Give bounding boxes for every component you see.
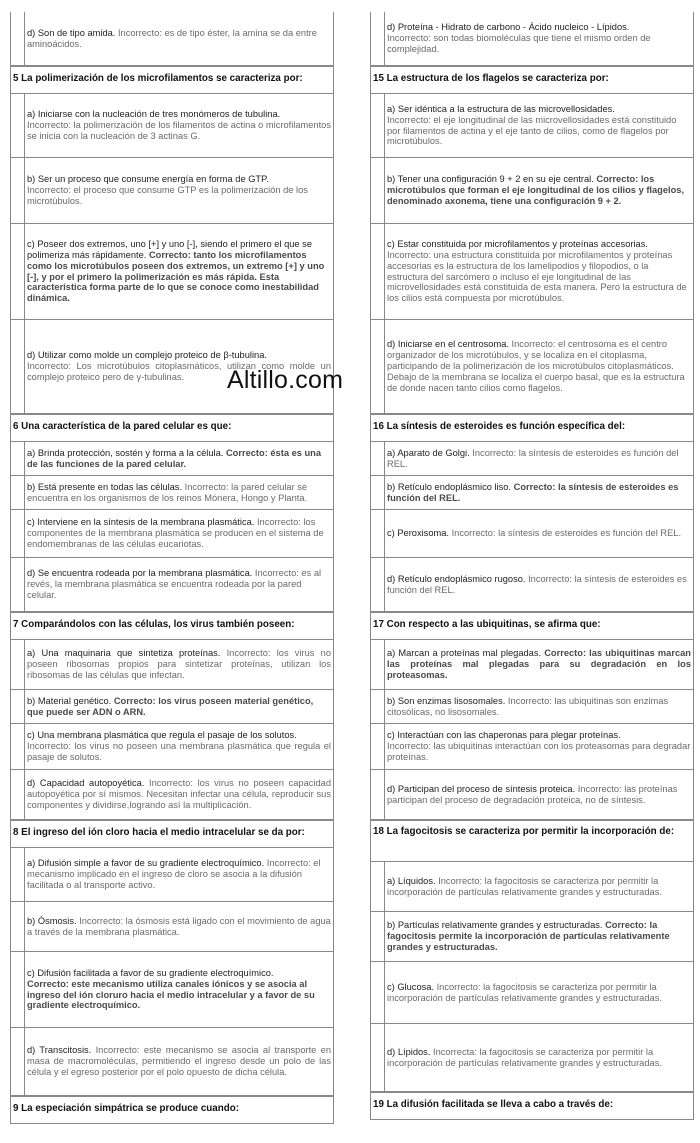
- option-text: d) Capacidad autopoyética.: [27, 778, 145, 789]
- option-text: a) Marcan a proteínas mal plegadas.: [387, 648, 542, 659]
- option-paragraph: [27, 239, 331, 305]
- option-text: b) Son enzimas lisosomales.: [387, 695, 506, 706]
- option-text: d) Proteína - Hidrato de carbono - Ácido nucleico - Lípidos.: [387, 22, 630, 33]
- option-gutter: [371, 1024, 385, 1091]
- option-body: [25, 476, 333, 509]
- option-text: b) Tener una configuración 9 + 2 en su eje central.: [387, 174, 594, 185]
- option-paragraph: [27, 517, 331, 550]
- option-text: d) Participan del proceso de síntesis proteica.: [387, 783, 576, 794]
- left-column: [10, 12, 334, 1124]
- option-paragraph: [387, 920, 691, 953]
- incorrect-explanation: Incorrecta: la fagocitosis se caracteriza por permitir la incorporación de partículas relativamente grandes y estructuradas.: [387, 1046, 662, 1068]
- incorrect-explanation: Incorrecto: el proceso que consume GTP es la polimerización de los microtúbulos.: [27, 185, 308, 206]
- option-body: [385, 510, 693, 557]
- option-text: d) Transcitosis.: [27, 1045, 92, 1056]
- question-heading: 18 La fagocitosis se caracteriza por permitir la incorporación de:: [371, 820, 693, 862]
- incorrect-explanation: Incorrecto: la síntesis de esteroides es función del REL.: [387, 447, 679, 469]
- option-paragraph: [27, 482, 331, 504]
- incorrect-explanation: Incorrecto: el mecanismo implicado en el ingreso de cloro se asocia a la difusión facilitada o al transporte activo.: [27, 858, 321, 890]
- answer-option: [371, 320, 693, 414]
- option-body: [385, 558, 693, 611]
- option-gutter: [11, 94, 25, 157]
- option-paragraph: [387, 784, 691, 806]
- option-gutter: [11, 320, 25, 413]
- option-text: a) Brinda protección, sostén y forma a la célula.: [27, 447, 224, 458]
- option-gutter: [11, 558, 25, 611]
- option-text: a) Ser idéntica a la estructura de las microvellosidades.: [387, 103, 615, 114]
- option-text: c) Estar constituida por microfilamentos y proteínas accesorias.: [387, 238, 648, 249]
- option-paragraph: [27, 968, 331, 1012]
- answer-option: [11, 770, 333, 820]
- answer-option: [371, 558, 693, 612]
- option-text: a) Iniciarse con la nucleación de tres monómeros de tubulina.: [27, 109, 281, 120]
- option-text: d) Retículo endoplásmico rugoso.: [387, 573, 526, 584]
- option-body: [385, 690, 693, 723]
- answer-option: [11, 952, 333, 1028]
- option-paragraph: [387, 448, 691, 470]
- option-paragraph: [27, 448, 331, 470]
- question-heading: 6 Una característica de la pared celular es que:: [11, 414, 333, 442]
- answer-option: [11, 558, 333, 612]
- option-text: c) Difusión facilitada a favor de su gradiente electroquímico.: [27, 967, 274, 978]
- answer-option: [11, 442, 333, 476]
- option-paragraph: [387, 174, 691, 207]
- question-heading: 9 La especiación simpátrica se produce cuando:: [11, 1096, 333, 1124]
- option-body: [25, 690, 333, 723]
- answer-option: [371, 690, 693, 724]
- incorrect-explanation: Incorrecto: el centrosoma es el centro organizador de los microtúbulos, y se localiza en el citoplasma, participando de la polimerización de los microtúbulos citoplasmáticos. Debajo de la membrana se localiza el cuerpo basal, que es la estructura de donde nacen tanto cilios como flagelos.: [387, 339, 685, 393]
- option-body: [385, 224, 693, 319]
- incorrect-explanation: Incorrecto: las ubiquitinas interactúan con los proteasomas para degradar proteínas.: [387, 741, 691, 762]
- answer-option: [371, 476, 693, 510]
- option-text: a) Una maquinaria que sintetiza proteínas.: [27, 648, 221, 659]
- option-gutter: [11, 952, 25, 1027]
- option-gutter: [11, 510, 25, 557]
- option-text: d) Son de tipo amida.: [27, 27, 116, 38]
- option-gutter: [371, 962, 385, 1023]
- option-paragraph: [387, 876, 691, 898]
- option-gutter: [11, 224, 25, 319]
- option-gutter: [11, 1028, 25, 1095]
- option-text: a) Difusión simple a favor de su gradiente electroquímico.: [27, 858, 265, 869]
- answer-option: [371, 1024, 693, 1092]
- option-gutter: [371, 12, 385, 65]
- answer-option: [11, 224, 333, 320]
- option-body: [25, 558, 333, 611]
- question-heading: 16 La síntesis de esteroides es función específica del:: [371, 414, 693, 442]
- option-text: b) Ósmosis.: [27, 915, 77, 926]
- option-gutter: [11, 12, 25, 65]
- option-paragraph: [27, 648, 331, 681]
- incorrect-explanation: Incorrecto: los virus no poseen una membrana plasmática que regula el pasaje de solutos.: [27, 741, 331, 762]
- option-paragraph: [387, 696, 691, 718]
- question-heading: 15 La estructura de los flagelos se caracteriza por:: [371, 66, 693, 94]
- option-gutter: [371, 158, 385, 223]
- option-text: d) Iniciarse en el centrosoma.: [387, 339, 509, 350]
- option-body: [25, 94, 333, 157]
- option-body: [385, 962, 693, 1023]
- answer-option: [371, 640, 693, 690]
- correct-explanation: Correcto: la síntesis de esteroides es función del REL.: [387, 481, 679, 503]
- answer-option: [11, 690, 333, 724]
- option-body: [385, 724, 693, 769]
- answer-option: [371, 94, 693, 158]
- option-text: c) Poseer dos extremos, uno [+] y uno [-], siendo el primero el que se polimeriza más rápidamente.: [27, 238, 312, 260]
- question-heading: 8 El ingreso del ión cloro hacia el medio intracelular se da por:: [11, 820, 333, 848]
- answer-option: [371, 442, 693, 476]
- incorrect-explanation: Incorrecto: es de tipo éster, la amina se da entre aminoácidos.: [27, 27, 317, 49]
- question-heading: 19 La difusión facilitada se lleva a cabo a través de:: [371, 1092, 693, 1120]
- answer-option: [371, 158, 693, 224]
- incorrect-explanation: Incorrecto: este mecanismo se asocia al transporte en masa de macromoléculas, permitiendo el ingreso desde un polo de las célula y el egreso posterior por el polo opuesto de dicha célula.: [27, 1045, 331, 1077]
- option-body: [25, 724, 333, 769]
- answer-option: [371, 770, 693, 820]
- option-text: b) Está presente en todas las células.: [27, 481, 183, 492]
- incorrect-explanation: Incorrecto: la síntesis de esteroides es función del REL.: [387, 573, 687, 595]
- option-text: d) Utilizar como molde un complejo proteico de β-tubulina.: [27, 350, 267, 361]
- option-body: [385, 912, 693, 961]
- incorrect-explanation: Incorrecto: las ubiquitinas son enzimas citosólicas, no lisosomales.: [387, 695, 669, 717]
- incorrect-explanation: Incorrecto: es al revés, la membrana plasmática se encuentra rodeada por la pared celular.: [27, 568, 322, 600]
- option-paragraph: [27, 696, 331, 718]
- option-body: [25, 510, 333, 557]
- option-text: a) Líquidos.: [387, 875, 436, 886]
- option-gutter: [371, 690, 385, 723]
- option-gutter: [371, 320, 385, 413]
- option-body: [25, 1028, 333, 1095]
- option-text: b) Retículo endoplásmico liso.: [387, 481, 512, 492]
- answer-option: [11, 848, 333, 902]
- correct-explanation: Correcto: los microtúbulos que forman el eje longitudinal de los cilios y flagelos, denominado axonema, tiene una configuración 9 + 2.: [387, 174, 685, 206]
- option-paragraph: [27, 109, 331, 142]
- option-paragraph: [387, 1047, 691, 1069]
- answer-option: [371, 862, 693, 912]
- option-paragraph: [387, 104, 691, 148]
- incorrect-explanation: Incorrecto: la ósmosis está ligado con el movimiento de agua a través de la membrana plasmática.: [27, 915, 331, 937]
- option-text: b) Ser un proceso que consume energía en forma de GTP.: [27, 174, 269, 185]
- correct-explanation: Correcto: las ubiquitinas marcan las proteínas mal plegadas para su degradación en los proteasomas.: [387, 648, 691, 680]
- option-paragraph: [387, 528, 691, 539]
- option-gutter: [11, 724, 25, 769]
- option-paragraph: [387, 482, 691, 504]
- option-paragraph: [27, 858, 331, 891]
- option-body: [385, 640, 693, 689]
- option-body: [385, 770, 693, 819]
- correct-explanation: Correcto: los virus poseen material genético, que puede ser ADN o ARN.: [27, 695, 314, 717]
- option-gutter: [371, 476, 385, 509]
- option-body: [25, 770, 333, 819]
- answer-option: [371, 962, 693, 1024]
- correct-explanation: Correcto: este mecanismo utiliza canales iónicos y se asocia al ingreso del ión cloruro hacia el medio intracelular y a favor de su gradiente electroquímico.: [27, 978, 315, 1011]
- correct-explanation: Correcto: la fagocitosis permite la incorporación de partículas relativamente grandes y estructuradas.: [387, 920, 670, 952]
- answer-option: [371, 724, 693, 770]
- option-gutter: [11, 476, 25, 509]
- incorrect-explanation: Incorrecto: los virus no poseen capacidad autopoyética por sí mismos. Necesitan infectar una célula, reproducir sus componentes y dividirse,logrando así la multiplicación.: [27, 778, 331, 810]
- option-gutter: [371, 862, 385, 911]
- answer-option: [371, 224, 693, 320]
- option-gutter: [371, 724, 385, 769]
- option-gutter: [371, 912, 385, 961]
- incorrect-explanation: Incorrecto: la síntesis de esteroides es función del REL.: [449, 528, 682, 539]
- option-body: [25, 224, 333, 319]
- option-paragraph: [387, 22, 691, 55]
- option-paragraph: [27, 778, 331, 811]
- option-body: [25, 640, 333, 689]
- option-body: [385, 94, 693, 157]
- watermark: Altillo.com: [227, 366, 344, 394]
- option-body: [385, 12, 693, 65]
- option-text: c) Interactúan con las chaperonas para plegar proteínas.: [387, 730, 621, 741]
- option-body: [385, 442, 693, 475]
- option-gutter: [11, 640, 25, 689]
- option-body: [385, 158, 693, 223]
- answer-option: [11, 476, 333, 510]
- option-gutter: [371, 442, 385, 475]
- correct-explanation: Correcto: ésta es una de las funciones de la pared celular.: [27, 447, 322, 469]
- option-gutter: [11, 848, 25, 901]
- option-gutter: [11, 770, 25, 819]
- incorrect-explanation: Incorrecto: la fagocitosis se caracteriza por permitir la incorporación de partículas relativamente grandes y estructuradas.: [387, 875, 662, 897]
- option-paragraph: [27, 568, 331, 601]
- incorrect-explanation: Incorrecto: los virus no poseen ribosomas propios para sintetizar proteínas, utilizan los ribosomas de las células que infectan.: [27, 648, 331, 680]
- option-body: [25, 848, 333, 901]
- option-body: [25, 902, 333, 951]
- option-paragraph: [27, 1045, 331, 1078]
- option-body: [25, 158, 333, 223]
- answer-option: [371, 510, 693, 558]
- option-gutter: [371, 510, 385, 557]
- option-text: d) Se encuentra rodeada por la membrana plasmática.: [27, 568, 253, 579]
- incorrect-explanation: Incorrecto: las proteínas participan del proceso de degradación proteica, no de síntesis.: [387, 783, 678, 805]
- option-paragraph: [27, 174, 331, 207]
- option-gutter: [371, 224, 385, 319]
- answer-option: [11, 12, 333, 66]
- answer-option: [11, 94, 333, 158]
- answer-option: [11, 510, 333, 558]
- answer-option: [371, 912, 693, 962]
- option-gutter: [11, 690, 25, 723]
- option-body: [25, 952, 333, 1027]
- option-paragraph: [387, 982, 691, 1004]
- option-paragraph: [387, 648, 691, 681]
- option-gutter: [11, 902, 25, 951]
- incorrect-explanation: Incorrecto: la pared celular se encuentra en los organismos de los reinos Mónera, Hongo y Planta.: [27, 481, 308, 503]
- incorrect-explanation: Incorrecto: son todas biomoléculas que tiene el mismo orden de complejidad.: [387, 33, 651, 54]
- option-gutter: [11, 158, 25, 223]
- incorrect-explanation: Incorrecto: la polimerización de los filamentos de actina o microfilamentos se inicia con la nucleación de 3 actinas G.: [27, 120, 331, 141]
- question-heading: 5 La polimerización de los microfilamentos se caracteriza por:: [11, 66, 333, 94]
- incorrect-explanation: Incorrecto: una estructura constituida por microfilamentos y proteínas accesorias es la estructura de los lamelipodios y filopodios, o la estructura del sarcómero o incluso el eje longitudinal de las microvellosidades está constituida de esta manera. Pero la estructura de los cilios está compuesta por microtúbulos.: [387, 249, 687, 304]
- incorrect-explanation: Incorrecto: la fagocitosis se caracteriza por permitir la incorporación de partículas relativamente grandes y estructuradas.: [387, 981, 662, 1003]
- option-paragraph: [387, 574, 691, 596]
- option-body: [385, 320, 693, 413]
- answer-option: [11, 902, 333, 952]
- option-paragraph: [27, 916, 331, 938]
- option-gutter: [371, 770, 385, 819]
- option-body: [385, 862, 693, 911]
- incorrect-explanation: Incorrecto: el eje longitudinal de las microvellosidades está constituido por filamentos de actina y el eje tanto de cilios, como de flagelos por microtúbulos.: [387, 114, 677, 147]
- option-body: [385, 476, 693, 509]
- option-paragraph: [387, 339, 691, 394]
- right-column: [370, 12, 694, 1120]
- incorrect-explanation: Incorrecto: los componentes de la membrana plasmática se producen en el sistema de endomembranas de las células eucariotas.: [27, 517, 324, 549]
- option-text: b) Partículas relativamente grandes y estructuradas.: [387, 920, 603, 931]
- option-gutter: [371, 640, 385, 689]
- option-body: [25, 442, 333, 475]
- answer-option: [11, 640, 333, 690]
- option-text: a) Aparato de Golgi.: [387, 447, 470, 458]
- option-paragraph: [27, 28, 331, 50]
- answer-option: [11, 724, 333, 770]
- option-paragraph: [387, 730, 691, 763]
- option-gutter: [11, 442, 25, 475]
- question-heading: 17 Con respecto a las ubiquitinas, se afirma que:: [371, 612, 693, 640]
- option-text: c) Interviene en la síntesis de la membrana plasmática.: [27, 517, 255, 528]
- option-text: c) Peroxisoma.: [387, 528, 449, 539]
- option-body: [385, 1024, 693, 1091]
- option-gutter: [371, 558, 385, 611]
- option-text: c) Una membrana plasmática que regula el pasaje de los solutos.: [27, 730, 297, 741]
- option-paragraph: [387, 239, 691, 305]
- answer-option: [11, 158, 333, 224]
- option-text: d) Lípidos.: [387, 1046, 431, 1057]
- option-paragraph: [27, 730, 331, 763]
- option-text: b) Material genético.: [27, 695, 112, 706]
- option-gutter: [371, 94, 385, 157]
- correct-explanation: Correcto: tanto los microfilamentos como los microtúbulos poseen dos extremos, un extremo [+] y uno [-], y por el primero la polimerización es más rápida. Esta característica forma parte de lo que se conoce como inestabilidad dinámica.: [27, 249, 325, 304]
- question-heading: 7 Comparándolos con las células, los virus también poseen:: [11, 612, 333, 640]
- answer-option: [11, 1028, 333, 1096]
- answer-option: [371, 12, 693, 66]
- option-text: c) Glucosa.: [387, 981, 435, 992]
- option-body: [25, 12, 333, 65]
- incorrect-explanation: Incorrecto: Los microtúbulos citoplasmáticos, utilizan como molde un complejo proteico pero de γ-tubulinas.: [27, 361, 331, 382]
